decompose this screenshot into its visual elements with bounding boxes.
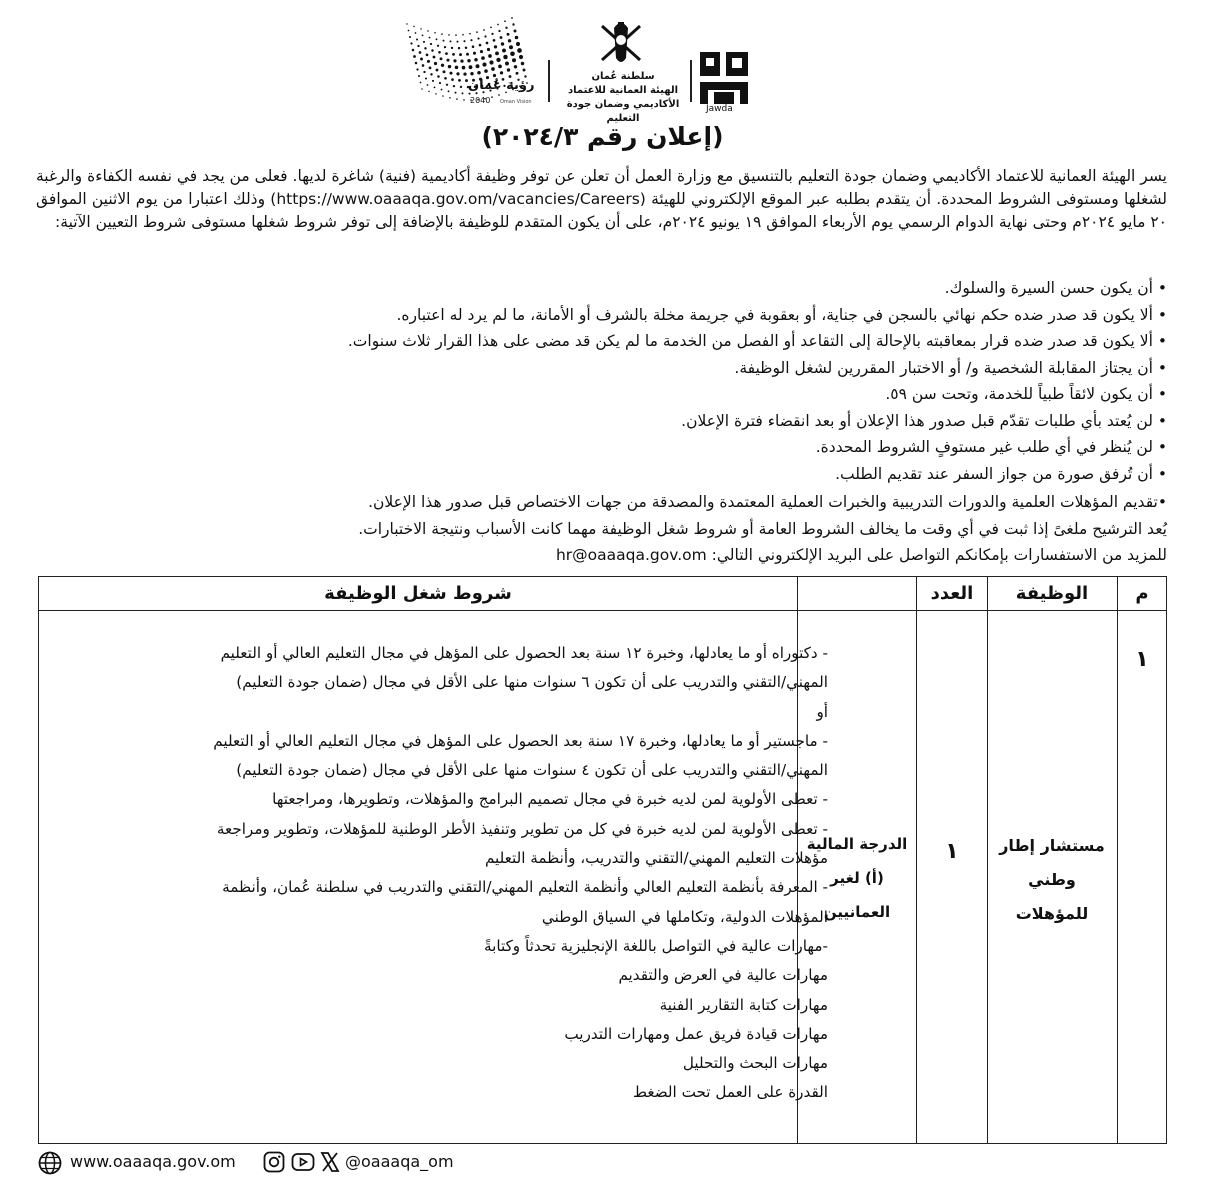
- authority-line: الهيئة العمانية للاعتماد: [567, 85, 678, 96]
- header-conditions: شروط شغل الوظيفة: [324, 583, 512, 604]
- condition-line: - ماجستير أو ما يعادلها، وخبرة ١٧ سنة بعد الحصول على المؤهل في مجال التعليم العالي أو التعليم: [213, 731, 828, 750]
- condition-line: -مهارات عالية في التواصل باللغة الإنجليزية تحدثاً وكتابةً: [484, 936, 828, 955]
- header-job: الوظيفة: [1015, 583, 1089, 604]
- oman-emblem-icon: [596, 20, 646, 66]
- list-item: • لن يُعتد بأي طلبات تقدّم قبل صدور هذا الإعلان أو بعد انقضاء فترة الإعلان.: [681, 411, 1167, 430]
- condition-line: المهني/التقني والتدريب على أن تكون ٤ سنوات منها على الأقل في مجال (ضمان جودة التعليم): [236, 761, 828, 780]
- header-count: العدد: [930, 583, 974, 604]
- condition-line: - دكتوراه أو ما يعادلها، وخبرة ١٢ سنة بعد الحصول على المؤهل في مجال التعليم العالي أو التعليم: [220, 644, 828, 662]
- header-num: م: [1135, 583, 1149, 604]
- list-item: • ألا يكون قد صدر ضده حكم نهائي بالسجن في جناية، أو بعقوبة في جريمة مخلة بالشرف أو الأمانة، ما لم يرد له اعتباره.: [396, 305, 1167, 324]
- condition-line: - المعرفة بأنظمة التعليم العالي وأنظمة التعليم المهني/التقني والتدريب في سلطنة عُمان، وأنظمة: [222, 878, 828, 897]
- list-item: • ألا يكون قد صدر ضده قرار بمعاقبته بالإحالة إلى التقاعد أو الفصل من الخدمة ما لم يكن قد مضى على هذا القرار ثلاث سنوات.: [347, 332, 1167, 350]
- condition-line: مهارات كتابة التقارير الفنية: [659, 995, 828, 1014]
- condition-line: القدرة على العمل تحت الضغط: [632, 1083, 828, 1102]
- vision-sub: Oman Vision: [500, 99, 532, 105]
- globe-icon: [38, 1151, 62, 1175]
- authority-name: [560, 70, 686, 126]
- condition-line: - تعطى الأولوية لمن لديه خبرة في كل من تطوير وتنفيذ الأطر الوطنية للمؤهلات، وتطوير ومراجعة: [216, 819, 828, 838]
- condition-line: مهارات عالية في العرض والتقديم: [618, 966, 828, 985]
- job-line: مستشار إطار: [999, 836, 1105, 855]
- header-divider: [39, 610, 1166, 611]
- vision-text: رؤية عُمان: [468, 78, 535, 93]
- intro-paragraph: يسر الهيئة العمانية للاعتماد الأكاديمي وضمان جودة التعليم بالتنسيق مع وزارة العمل أن تعلن عن توفر وظيفة أكاديمية (فنية) شاغرة لديها. فعلى من يجد في نفسه الكفاءة والرغبة لشغلها ومستوفى الشروط المحددة. أن يتقدم بطلبه عبر الموقع الإلكتروني للهيئة (https://www.oaaaqa.gov.om/vacancies/Careers) وذلك اعتبارا من يوم الاثنين الموافق ٢٠ مايو ٢٠٢٤م وحتى نهاية الدوام الرسمي يوم الأربعاء الموافق ١٩ يونيو ٢٠٢٤م، على أن يكون المتقدم للوظيفة بالإضافة إلى توفر شروط شغلها مستوفى شروط التعيين الآتية:: [36, 167, 1167, 231]
- appointment-conditions: [27, 275, 1167, 487]
- grade-line: الدرجة المالية: [806, 835, 908, 853]
- notes: [27, 489, 1167, 569]
- header-grade: [798, 580, 916, 608]
- jawda-logo: [700, 52, 748, 112]
- job-line: للمؤهلات: [1015, 904, 1089, 923]
- footer: [38, 1148, 638, 1178]
- job-table: [38, 576, 1167, 1144]
- row-count: ١: [945, 839, 959, 864]
- social-handle[interactable]: @oaaaqa_om: [345, 1152, 454, 1171]
- jawda-caption: Jawda: [706, 104, 733, 114]
- condition-line: مهارات قيادة فريق عمل ومهارات التدريب: [564, 1024, 828, 1043]
- instagram-icon[interactable]: [263, 1151, 285, 1173]
- row-conditions: [52, 639, 828, 1108]
- note-line: يُعد الترشيح ملغىً إذا ثبت في أي وقت ما يخالف الشروط العامة أو شروط شغل الوظيفة مهما كانت الأسباب ونتيجة الاختبارات.: [358, 519, 1167, 538]
- x-icon[interactable]: [320, 1151, 340, 1173]
- row-job: [988, 829, 1116, 931]
- condition-line: مهارات البحث والتحليل: [682, 1054, 828, 1073]
- list-item: • أن تُرفق صورة من جواز السفر عند تقديم الطلب.: [835, 464, 1167, 483]
- list-item: • أن يجتاز المقابلة الشخصية و/ أو الاختبار المقررين لشغل الوظيفة.: [734, 358, 1167, 377]
- announcement-title: (إعلان رقم ٢٠٢٤/٣): [481, 122, 724, 151]
- condition-line: المهني/التقني والتدريب على أن تكون ٦ سنوات منها على الأقل في مجال (ضمان جودة التعليم): [236, 673, 828, 692]
- condition-line: أو: [816, 702, 828, 721]
- condition-line: مؤهلات التعليم المهني/التقني والتدريب، وأنظمة التعليم: [484, 849, 828, 868]
- job-line: وطني: [1028, 870, 1076, 889]
- authority-line: سلطنة عُمان: [591, 71, 655, 82]
- divider: [548, 60, 550, 102]
- list-item: • أن يكون حسن السيرة والسلوك.: [944, 279, 1167, 297]
- youtube-icon[interactable]: [291, 1151, 315, 1173]
- vision-year: 2040: [470, 96, 491, 105]
- note-line: للمزيد من الاستفسارات بإمكانكم التواصل على البريد الإلكتروني التالي: hr@oaaaqa.gov.om: [555, 546, 1167, 564]
- condition-line: المؤهلات الدولية، وتكاملها في السياق الوطني: [541, 907, 828, 926]
- grade-line: العمانيين: [823, 903, 891, 921]
- grade-line: (أ) لغير: [830, 869, 884, 887]
- condition-line: - تعطى الأولوية لمن لديه خبرة في مجال تصميم البرامج والمؤهلات، وتطويرها، ومراجعتها: [272, 790, 828, 809]
- website-link[interactable]: www.oaaaqa.gov.om: [70, 1152, 236, 1171]
- divider: [690, 60, 692, 102]
- authority-line: الأكاديمي وضمان جودة التعليم: [566, 99, 680, 124]
- list-item: • لن يُنظر في أي طلب غير مستوفٍ الشروط المحددة.: [815, 438, 1167, 456]
- note-line: •تقديم المؤهلات العلمية والدورات التدريبية والخبرات العملية المعتمدة والمصدقة من جهات الاختصاص قبل صدور هذا الإعلان.: [368, 493, 1167, 511]
- row-num: ١: [1135, 647, 1149, 672]
- list-item: • أن يكون لائقاً طبياً للخدمة، وتحت سن ٥٩.: [885, 385, 1167, 403]
